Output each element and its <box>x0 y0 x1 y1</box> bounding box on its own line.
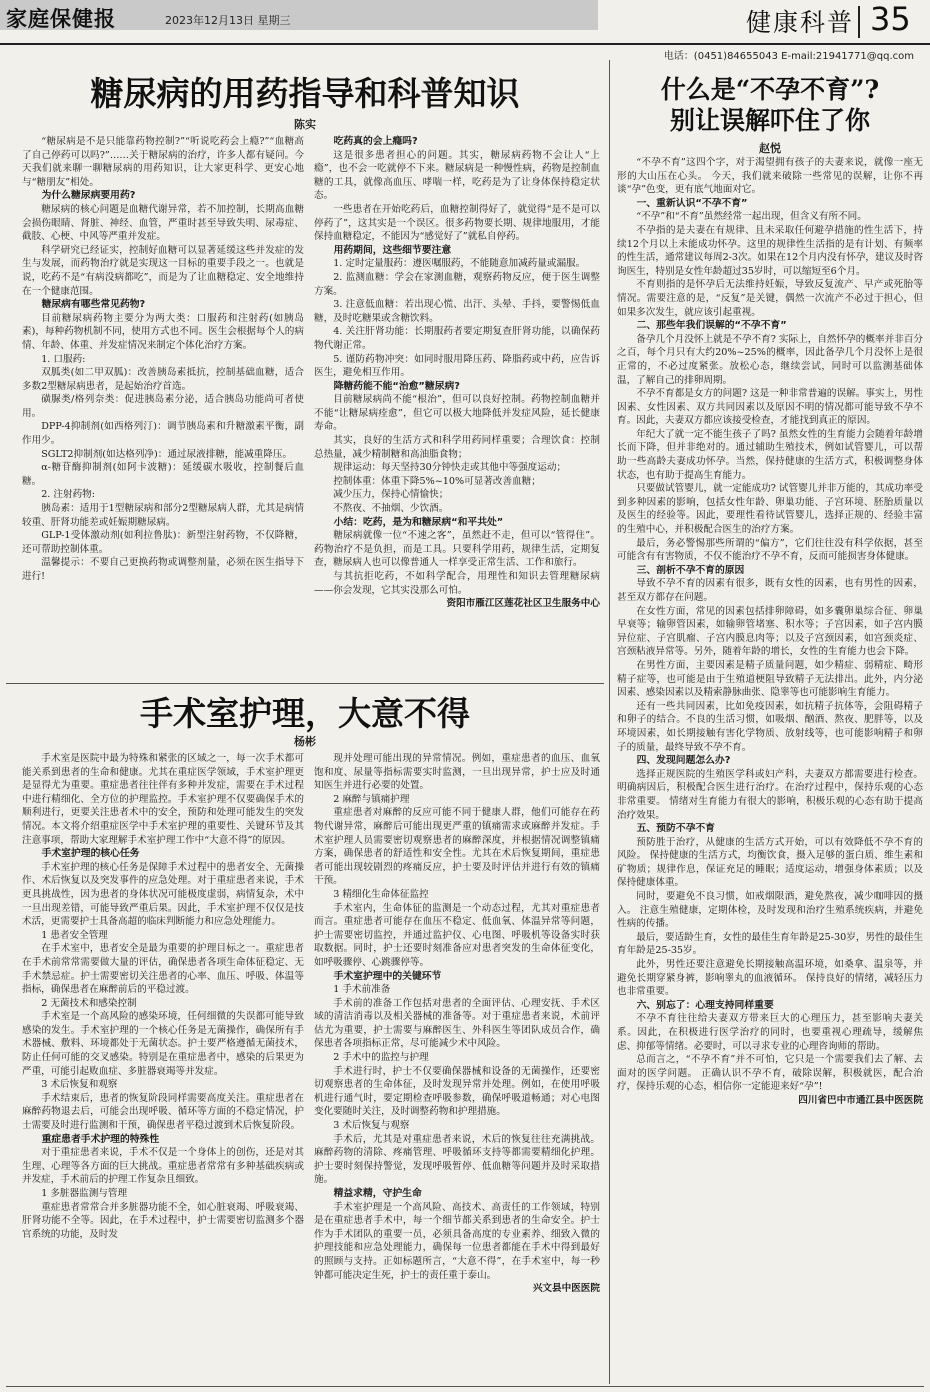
subheading: 为什么糖尿病要用药? <box>41 190 136 202</box>
paragraph: DPP-4抑制剂(如西格列汀)：调节胰岛素和升糖激素平衡，副作用少。 <box>22 421 304 447</box>
paragraph: 手术室护理是一个高风险、高技术、高责任的工作领域，特别是在重症患者手术中，每一个细节都关系到患者的生命安全。护士作为手术团队的重要一员，必须具备高度的专业素养、细致入微的护理技能和应急处理能力，确保每一位患者都能在手术中得到最好的照顾与支持。正如标题所言，“大意不得”，在手术室中，每一秒钟都可能决定生死，护士的责任重于泰山。 <box>314 1201 600 1281</box>
paragraph: 选择正规医院的生殖医学科或妇产科，夫妻双方都需要进行检查。明确病因后，积极配合医生进行治疗。在治疗过程中，保持乐观的心态非常重要。 情绪对生育能力有很大的影响，积极乐观的心态有助于提高治疗效果。 <box>617 768 923 821</box>
paragraph: 现并处理可能出现的异常情况。例如，重症患者的血压、血氧饱和度、尿量等指标需要实时监测，一旦出现异常，护士应及时通知医生并进行必要的处置。 <box>314 753 600 792</box>
paragraph: 预防胜于治疗，从健康的生活方式开始，可以有效降低不孕不育的风险。 保持健康的生活方式，均衡饮食，摄入足够的蛋白质、维生素和矿物质；规律作息，保证充足的睡眠；适度运动，增强身体素质；以及保持健康体重。 <box>617 836 923 889</box>
subheading: 手术室护理中的关键环节 <box>333 970 442 982</box>
paragraph: 年纪大了就一定不能生孩子了吗? 虽然女性的生育能力会随着年龄增长而下降，但并非绝对的。通过辅助生殖技术，例如试管婴儿，可以帮助一些高龄夫妻成功怀孕。当然，保持健康的生活方式，积极调整身体状态，也有助于提高生育能力。 <box>617 428 923 481</box>
paragraph: α-糖苷酶抑制剂(如阿卡波糖)：延缓碳水吸收，控制餐后血糖。 <box>22 462 304 487</box>
paragraph: 手术后，尤其是对重症患者来说，术后的恢复往往充满挑战。麻醉药物的清除、疼痛管理、呼吸循环支持等都需要精细化护理。护士要时刻保持警觉，发现呼吸暂停、低血糖等问题并及时采取措施。 <box>314 1133 600 1186</box>
subheading: 降糖药能不能“治愈”糖尿病? <box>333 380 460 392</box>
paragraph: 与其抗拒吃药，不如科学配合，用理性和知识去管理糖尿病——你会发现，它其实没那么可怕。 <box>314 571 600 596</box>
numbered-point: 2 无菌技术和感染控制 <box>41 997 137 1009</box>
paragraph: 手术室护理的核心任务是保障手术过程中的患者安全、无菌操作、术后恢复以及突发事件的应急处理。对于重症患者来说，手术更具挑战性，因为患者的身体状况可能极度虚弱，病情复杂，术中一旦出现差错，可能导致严重后果。因此，手术室护理不仅仅是技术活，更需要护士具备高超的临床判断能力和应急处理能力。 <box>22 861 304 928</box>
author-affiliation: 资阳市雁江区莲花社区卫生服务中心 <box>446 598 600 610</box>
numbered-point: 3 术后恢复与观察 <box>333 1120 410 1132</box>
paragraph: 重症患者对麻醉的反应可能不同于健康人群，他们可能存在药物代谢异常，麻醉后可能出现更严重的镇痛需求或麻醉并发症。手术室护理人员需要密切观察患者的麻醉深度，并根据情况调整镇痛方案，确保患者的舒适性和安全性。尤其在术后恢复期间，重症患者可能出现较剧烈的疼痛反应，护士要及时评估并进行有效的镇痛干预。 <box>314 807 600 887</box>
paragraph: 减少压力，保持心情愉快； <box>333 489 449 501</box>
numbered-point: 3 精细化生命体征监控 <box>333 888 429 900</box>
subheading: 重症患者手术护理的特殊性 <box>41 1133 160 1145</box>
paragraph: 重症患者常常合并多脏器功能不全，如心脏衰竭、呼吸衰竭、肝肾功能不全等。因此，在手术过程中，护士需要密切监测多个器官系统的功能，及时发 <box>22 1201 304 1240</box>
article1-author: 陈实 <box>294 118 316 131</box>
paragraph: 手术结束后，患者的恢复阶段同样需要高度关注。重症患者在麻醉药物退去后，可能会出现呼吸、循环等方面的不稳定情况，护士需要及时进行监测和干预，确保患者平稳过渡到术后恢复阶段。 <box>22 1092 304 1132</box>
header-divider <box>858 6 860 38</box>
article1-column-1 <box>22 135 304 679</box>
article3-body <box>617 156 923 1382</box>
subheading: 二、那些年我们误解的“不孕不育” <box>636 320 787 332</box>
paragraph: 不育则指的是怀孕后无法维持妊娠，导致反复流产、早产或死胎等情况。需要注意的是，“反复”是关键，偶然一次流产不必过于担心，但如果多次发生，就应该引起重视。 <box>617 279 923 318</box>
subheading: 糖尿病有哪些常见药物? <box>41 299 146 311</box>
paragraph: 手术前的准备工作包括对患者的全面评估、心理安抚、手术区域的清洁消毒以及相关器械的准备等。对于重症患者来说，术前评估尤为重要，护士需要与麻醉医生、外科医生等团队成员合作，确保患者各项指标正常，尽可能减少术中风险。 <box>314 997 600 1050</box>
paragraph: 4. 关注肝肾功能：长期服药者要定期复查肝肾功能，以确保药物代谢正常。 <box>314 326 600 351</box>
header-rule <box>0 43 930 45</box>
paragraph: 不孕不育往往给夫妻双方带来巨大的心理压力，甚至影响夫妻关系。因此，在积极进行医学治疗的同时，也要重视心理疏导，缓解焦虑、抑郁等情绪。必要时，可以寻求专业的心理咨询师的帮助。 <box>617 1013 923 1052</box>
article-separator <box>6 683 604 684</box>
paragraph: 在手术室中，患者安全是最为重要的护理目标之一。重症患者在手术前常常需要做大量的评估，确保患者各项生命体征稳定、无手术禁忌症。护士需要密切关注患者的心率、血压、呼吸、体温等指标，确保患者在麻醉前后的平稳过渡。 <box>22 943 304 996</box>
paragraph: 手术进行时，护士不仅要确保器械和设备的无菌操作，还要密切观察患者的生命体征，及时发现异常并处理。例如，在使用呼吸机进行通气时，要定期检查呼吸参数，确保呼吸道畅通；对心电图变化要随时关注，及时调整药物和护理措施。 <box>314 1065 600 1118</box>
paragraph: 科学研究已经证实，控制好血糖可以显著延缓这些并发症的发生与发展，而药物治疗就是实现这一目标的重要手段之一。也就是说，吃药不是“有病没病都吃”，而是为了让血糖稳定、安全地维持在一个健康范围。 <box>22 244 304 297</box>
paragraph: 双胍类(如二甲双胍)：改善胰岛素抵抗，控制基础血糖，适合多数2型糖尿病患者，是起始治疗首选。 <box>22 367 304 392</box>
numbered-point: 2 麻醉与镇痛护理 <box>333 793 410 805</box>
paragraph: 手术室是医院中最为特殊和紧张的区域之一，每一次手术都可能关系到患者的生命和健康。尤其在重症医学领域，手术室护理更是显得尤为重要。重症患者往往伴有多种并发症，需要在手术过程中进行精细化、全方位的护理监控。手术室护理不仅要确保手术的顺利进行，更要关注患者术中的安全，预防和处理可能发生的突发情况。本文将介绍重症医学中手术室护理的重要性、关键环节及其注意事项，帮助大家理解手术室护理工作中“大意不得”的原因。 <box>22 753 304 846</box>
subheading: 三、剖析不孕不育的原因 <box>636 564 745 576</box>
numbered-point: 1. 口服药: <box>41 353 86 365</box>
paragraph: 目前糖尿病药物主要分为两大类：口服药和注射药(如胰岛素)，每种药物机制不同，使用方式也不同。医生会根据每个人的病情、年龄、体重、并发症情况来制定个体化治疗方案。 <box>22 312 304 351</box>
paragraph: 糖尿病就像一位“不速之客”，虽然赶不走，但可以“管得住”。药物治疗不是负担，而是工具。只要科学用药，规律生活，定期复查，糖尿病人也可以像普通人一样享受正常生活、工作和旅行。 <box>314 530 600 569</box>
page-number: 35 <box>870 0 911 38</box>
paragraph: 糖尿病的核心问题是血糖代谢异常，若不加控制，长期高血糖会损伤眼睛、肾脏、神经、血管，严重时甚至导致失明、尿毒症、截肢、心梗、中风等严重并发症。 <box>22 203 304 243</box>
paragraph: “糖尿病是不是只能靠药物控制?”“听说吃药会上瘾?”“血糖高了自己停药可以吗?”……关于糖尿病的治疗，许多人都有疑问。今天我们就来聊一聊糖尿病的用药知识，让大家更科学、更安心地与“糖朋友”相处。 <box>22 136 304 188</box>
article2-title: 手术室护理，大意不得 <box>140 694 470 733</box>
author-affiliation: 四川省巴中市通江县中医医院 <box>798 1094 923 1106</box>
subheading: 吃药真的会上瘾吗? <box>333 136 418 147</box>
paragraph: 规律运动：每天坚持30分钟快走或其他中等强度运动； <box>333 462 567 474</box>
paragraph: 只要做试管婴儿，就一定能成功? 试管婴儿并非万能的，其成功率受到多种因素的影响，包括女性年龄、卵巢功能、子宫环境、胚胎质量以及医生的经验等。因此，要理性看待试管婴儿，选择正规的、经验丰富的生殖中心，并积极配合医生的治疗方案。 <box>617 483 923 536</box>
subheading: 五、预防不孕不育 <box>636 823 715 835</box>
paragraph: 对于重症患者来说，手术不仅是一个身体上的创伤，还是对其生理、心理等各方面的巨大挑战。重症患者常常有多种基础疾病或并发症，手术前后的护理工作复杂且细致。 <box>22 1147 304 1186</box>
subheading: 六、别忘了：心理支持同样重要 <box>636 999 774 1011</box>
numbered-point: 1 多脏器监测与管理 <box>41 1188 128 1199</box>
paragraph: 同时，要避免不良习惯，如戒烟限酒，避免熬夜，减少咖啡因的摄入。 注意生殖健康，定期体检，及时发现和治疗生殖系统疾病，并避免性病的传播。 <box>617 891 923 930</box>
paragraph: 5. 谨防药物冲突：如同时服用降压药、降脂药或中药，应告诉医生，避免相互作用。 <box>314 353 600 379</box>
paragraph: “不孕不育”这四个字，对于渴望拥有孩子的夫妻来说，就像一座无形的大山压在心头。 今天，我们就来破除一些常见的误解，让你不再谈“孕”色变，更有底气地面对它。 <box>617 157 923 196</box>
column-separator-main <box>609 60 610 1384</box>
subheading: 手术室护理的核心任务 <box>41 848 140 860</box>
paragraph: 不孕不育都是女方的问题? 这是一种非常普遍的误解。事实上，男性因素、女性因素、双方共同因素以及原因不明的情况都可能导致不孕不育。因此，夫妻双方都应该接受检查，才能找到真正的原因。 <box>617 388 923 427</box>
article1-title: 糖尿病的用药指导和科普知识 <box>90 74 520 113</box>
paragraph: 备孕几个月没怀上就是不孕不育? 实际上，自然怀孕的概率并非百分之百，每个月只有大约20%~25%的概率，因此备孕几个月没怀上是很正常的，不必过度紧张。放松心态，继续尝试，同时可以监测基础体温，了解自己的排卵周期。 <box>617 333 923 386</box>
paragraph: 总而言之，“不孕不育”并不可怕，它只是一个需要我们去了解、去面对的医学问题。 正确认识不孕不育，破除误解，积极就医，配合治疗，保持乐观的心态，相信你一定能迎来好“孕”! <box>617 1054 923 1093</box>
paragraph: 3. 注意低血糖：若出现心慌、出汗、头晕、手抖，要警惕低血糖，及时吃糖果或含糖饮料。 <box>314 299 600 324</box>
article2-column-2 <box>314 752 600 1382</box>
paragraph: 不孕指的是夫妻在有规律、且未采取任何避孕措施的性生活下，持续12个月以上未能成功怀孕。这里的规律性生活指的是有计划、有频率的性生活，通常建议每周2-3次。如果在12个月内没有怀孕，建议及时咨询医生，特别是女性年龄超过35岁时，可以缩短至6个月。 <box>617 224 923 277</box>
paper-name: 家庭保健报 <box>6 6 116 31</box>
paragraph: SGLT2抑制剂(如达格列净)：通过尿液排糖，能减重降压。 <box>41 448 293 460</box>
article1-column-2 <box>314 135 600 679</box>
bottom-rule <box>6 1386 924 1387</box>
paragraph: 还有一些共同因素，比如免疫因素，如抗精子抗体等，会阻碍精子和卵子的结合。不良的生活习惯，如吸烟、酗酒、熬夜、肥胖等，以及环境因素，如长期接触有害化学物质、放射线等，也可能影响精子和卵子的质量，最终导致不孕不育。 <box>617 700 923 753</box>
paragraph: 其实，良好的生活方式和科学用药同样重要；合理饮食：控制总热量，减少精制糖和高油脂食物； <box>314 435 600 460</box>
paragraph: 最后，务必警惕那些所谓的“偏方”，它们往往没有科学依据，甚至可能含有有害物质，不仅不能治疗不孕不育，反而可能损害身体健康。 <box>617 537 923 563</box>
paragraph: 1. 定时定量服药：遵医嘱服药，不能随意加减药量或漏服。 <box>333 258 586 270</box>
subheading: 一、重新认识“不孕不育” <box>636 197 748 209</box>
author-affiliation: 兴文县中医医院 <box>532 1283 600 1295</box>
paragraph: 导致不孕不育的因素有很多，既有女性的因素，也有男性的因素，甚至双方都存在问题。 <box>617 578 923 603</box>
paragraph: 2. 监测血糖：学会在家测血糖，观察药物反应，便于医生调整方案。 <box>314 271 600 297</box>
paragraph: 在男性方面，主要因素是精子质量问题，如少精症、弱精症、畸形精子症等，也可能是由于生殖道梗阻导致精子无法排出。此外，内分泌因素、感染因素以及精索静脉曲张、隐睾等也可能影响生育能力。 <box>617 659 923 699</box>
article3-title-line1: 什么是“不孕不育”? <box>660 75 880 104</box>
subheading: 小结：吃药，是为和糖尿病“和平共处” <box>333 516 504 528</box>
paragraph: GLP-1受体激动剂(如利拉鲁肽)：新型注射药物，不仅降糖，还可帮助控制体重。 <box>22 530 304 555</box>
article3-author: 赵悦 <box>759 142 781 155</box>
section-name: 健康科普 <box>746 8 855 37</box>
paragraph: 在女性方面，常见的因素包括排卵障碍，如多囊卵巢综合征、卵巢早衰等；输卵管因素，如输卵管堵塞、积水等；子宫因素，如子宫内膜异位症、子宫肌瘤、子宫内膜息肉等；以及子宫颈因素，如宫颈炎症、宫颈粘液异常等。另外，随着年龄的增长，女性的生育能力也会下降。 <box>617 605 923 658</box>
numbered-point: 2 手术中的监控与护理 <box>333 1052 429 1064</box>
paragraph: 目前糖尿病尚不能“根治”，但可以良好控制。药物控制血糖并不能“让糖尿病痊愈”，但它可以极大地降低并发症风险，延长健康寿命。 <box>314 394 600 433</box>
subheading: 精益求精，守护生命 <box>333 1188 422 1199</box>
contact-info: 电话：(0451)84655043 E-mail:21941771@qq.com <box>663 51 914 62</box>
paragraph: 磺脲类/格列奈类：促进胰岛素分泌，适合胰岛功能尚可者使用。 <box>22 394 304 419</box>
numbered-point: 1 患者安全管理 <box>41 929 108 941</box>
paragraph: 控制体重：体重下降5%~10%可显著改善血糖； <box>333 475 541 487</box>
article2-column-1 <box>22 752 304 1382</box>
subheading: 用药期间，这些细节要注意 <box>333 244 452 256</box>
paragraph: 这是很多患者担心的问题。其实，糖尿病药物不会让人“上瘾”，也不会一吃就停不下来。糖尿病是一种慢性病，药物是控制血糖的工具，就像高血压、哮喘一样，吃药是为了让身体保持稳定状态。 <box>314 149 600 202</box>
numbered-point: 3 术后恢复和观察 <box>41 1079 118 1091</box>
paragraph: 温馨提示：不要自己更换药物或调整剂量，必须在医生指导下进行! <box>22 557 304 582</box>
subheading: 四、发现问题怎么办? <box>636 755 731 767</box>
paragraph: 手术室内，生命体征的监测是一个动态过程，尤其对重症患者而言。重症患者可能存在血压不稳定、低血氧、体温异常等问题，护士需要密切监控，并通过监护仪、心电图、呼吸机等设备实时获取数据。同时，护士还要时刻准备应对患者突发的生命体征变化，如呼吸骤停、心跳骤停等。 <box>314 902 600 968</box>
paragraph: 最后，要适龄生育，女性的最佳生育年龄是25-30岁，男性的最佳生育年龄是25-35岁。 <box>617 931 923 957</box>
paragraph: “不孕”和“不育”虽然经常一起出现，但含义有所不同。 <box>636 211 867 223</box>
paragraph: 一些患者在开始吃药后，血糖控制得好了，就觉得“是不是可以停药了”，这其实是一个误区。很多药物要长期、规律地服用，才能保持血糖稳定，不能因为“感觉好了”就私自停药。 <box>314 203 600 243</box>
article3-title-line2: 别让误解吓住了你 <box>669 106 870 135</box>
paragraph: 胰岛素：适用于1型糖尿病和部分2型糖尿病人群，尤其是病情较重、肝肾功能差或妊娠期糖尿病。 <box>22 503 304 528</box>
paragraph: 手术室是一个高风险的感染环境，任何细微的失误都可能导致感染的发生。手术室护理的一个核心任务是无菌操作，确保所有手术器械、敷料、环境都处于无菌状态。护士要严格遵循无菌技术，防止任何可能的交叉感染。特别是在重症患者中，感染的后果更为严重，可能引起败血症、多脏器衰竭等并发症。 <box>22 1011 304 1077</box>
paragraph: 不熬夜、不抽烟、少饮酒。 <box>333 503 449 515</box>
numbered-point: 1 手术前准备 <box>333 984 391 996</box>
numbered-point: 2. 注射药物: <box>41 489 95 501</box>
paragraph: 此外，男性还要注意避免长期接触高温环境，如桑拿、温泉等，并避免长期穿紧身裤，影响睾丸的血液循环。 保持良好的情绪，减轻压力也非常重要。 <box>617 959 923 998</box>
article2-author: 杨彬 <box>294 735 316 748</box>
issue-date: 2023年12月13日 星期三 <box>165 14 291 27</box>
